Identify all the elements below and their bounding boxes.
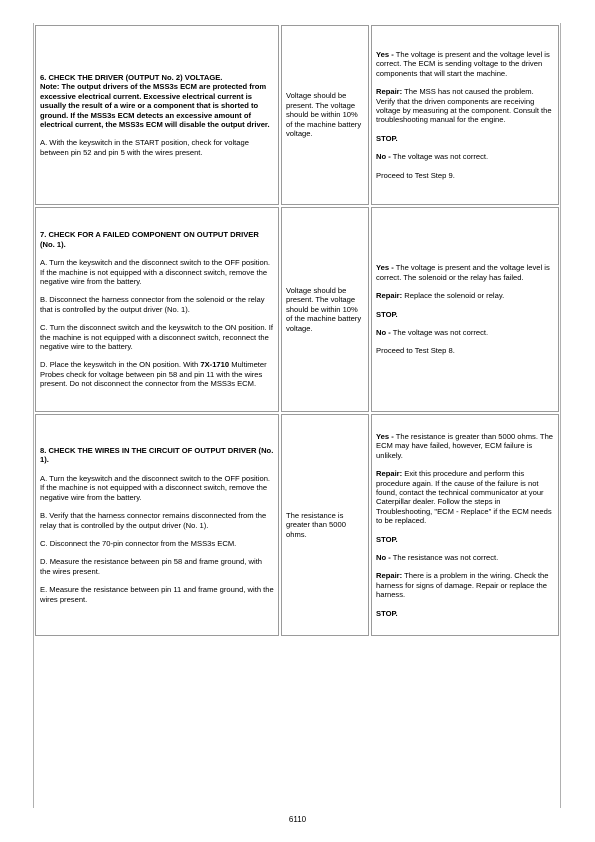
step-title: 7. CHECK FOR A FAILED COMPONENT ON OUTPUT DRIVER (No. 1). bbox=[40, 230, 259, 249]
no-result: No - The voltage was not correct. bbox=[376, 152, 489, 162]
action-cell bbox=[371, 25, 559, 205]
step-instruction-a: A. Turn the keyswitch and the disconnect switch to the OFF position. If the machine is not equipped with a disconnect switch, remove the negative wire from the battery. bbox=[40, 258, 271, 286]
repair-instruction: Repair: Replace the solenoid or relay. bbox=[376, 291, 505, 301]
yes-result: Yes - The resistance is greater than 5000 ohms. The ECM may have failed, however, ECM failure is unlikely. bbox=[376, 431, 554, 460]
step-instruction-b: B. Verify that the harness connector remains disconnected from the relay that is controlled by the output driver (No. 1). bbox=[40, 511, 267, 530]
expected-result: The resistance is greater than 5000 ohms. bbox=[286, 510, 346, 539]
test-step-cell bbox=[35, 207, 279, 412]
page-number: 6110 bbox=[288, 815, 307, 824]
expected-result: Voltage should be present. The voltage should be within 10% of the machine battery voltage. bbox=[286, 285, 362, 333]
repair-instruction-2: Repair: There is a problem in the wiring. Check the harness for signs of damage. Repair or replace the harness. bbox=[376, 571, 549, 600]
step-instruction-c: C. Turn the disconnect switch and the keyswitch to the ON position. If the machine is not equipped with a disconnect switch, reconnect the negative wire to the battery. bbox=[40, 323, 273, 352]
result-cell bbox=[281, 414, 369, 636]
result-cell bbox=[281, 207, 369, 412]
repair-instruction: Repair: Exit this procedure and perform this procedure again. If the cause of the failure is not found, contact the technical communicator at your Caterpillar dealer. Follow the steps in Troubleshooting, "ECM - Replace" if the ECM needs to be replaced. bbox=[376, 469, 552, 526]
step-instruction-a: A. With the keyswitch in the START position, check for voltage between pin 52 and pin 5 with the wires present. bbox=[40, 138, 249, 157]
step-instruction-d: D. Place the keyswitch in the ON position. With 7X-1710 Multimeter Probes check for voltage between pin 58 and pin 11 with the wires present. Do not disconnect the connector from the MSS3s ECM. bbox=[40, 360, 267, 389]
action-cell bbox=[371, 207, 559, 412]
no-result: No - The voltage was not correct. bbox=[376, 327, 489, 337]
step-instruction-e: E. Measure the resistance between pin 11 and frame ground, with the wires present. bbox=[40, 585, 274, 604]
stop-label-2: STOP. bbox=[376, 608, 398, 618]
step-note: Note: The output drivers of the MSS3s ECM are protected from excessive electrical current. Excessive electrical current is usually the result of a wire or a component that is shorted to ground. If the MSS3s ECM detects an excessive amount of electrical current, the MSS3s ECM will disable the output driver. bbox=[40, 82, 270, 129]
step-instruction-b: B. Disconnect the harness connector from the solenoid or the relay that is controlled by the output driver (No. 1). bbox=[40, 295, 265, 314]
expected-result: Voltage should be present. The voltage should be within 10% of the machine battery voltage. bbox=[286, 91, 362, 139]
step-title: 8. CHECK THE WIRES IN THE CIRCUIT OF OUTPUT DRIVER (No. 1). bbox=[40, 446, 274, 465]
yes-result: Yes - The voltage is present and the voltage level is correct. The ECM is sending voltage to the driven components that will start the machine. bbox=[376, 49, 550, 78]
table-row bbox=[35, 25, 559, 205]
action-cell bbox=[371, 414, 559, 636]
proceed-instruction: Proceed to Test Step 8. bbox=[376, 346, 455, 356]
test-step-cell bbox=[35, 25, 279, 205]
yes-result: Yes - The voltage is present and the voltage level is correct. The solenoid or the relay has failed. bbox=[376, 263, 550, 282]
step-title: 6. CHECK THE DRIVER (OUTPUT No. 2) VOLTAGE. bbox=[40, 72, 223, 82]
stop-label: STOP. bbox=[376, 133, 398, 143]
test-step-cell bbox=[35, 414, 279, 636]
stop-label: STOP. bbox=[376, 534, 398, 544]
proceed-instruction: Proceed to Test Step 9. bbox=[376, 170, 455, 180]
step-instruction-c: C. Disconnect the 70-pin connector from the MSS3s ECM. bbox=[40, 538, 237, 548]
no-result: No - The resistance was not correct. bbox=[376, 553, 499, 563]
stop-label: STOP. bbox=[376, 309, 398, 319]
table-row bbox=[35, 414, 559, 636]
result-cell bbox=[281, 25, 369, 205]
repair-instruction: Repair: The MSS has not caused the problem. Verify that the driven components are receiving voltage by measuring at the component. Consult the troubleshooting manual for the engine. bbox=[376, 87, 552, 125]
step-instruction-d: D. Measure the resistance between pin 58 and frame ground, with the wires present. bbox=[40, 557, 263, 576]
step-instruction-a: A. Turn the keyswitch and the disconnect switch to the OFF position. If the machine is not equipped with a disconnect switch, remove the negative wire from the battery. bbox=[40, 473, 271, 502]
troubleshooting-table bbox=[33, 23, 561, 638]
table-row bbox=[35, 207, 559, 412]
